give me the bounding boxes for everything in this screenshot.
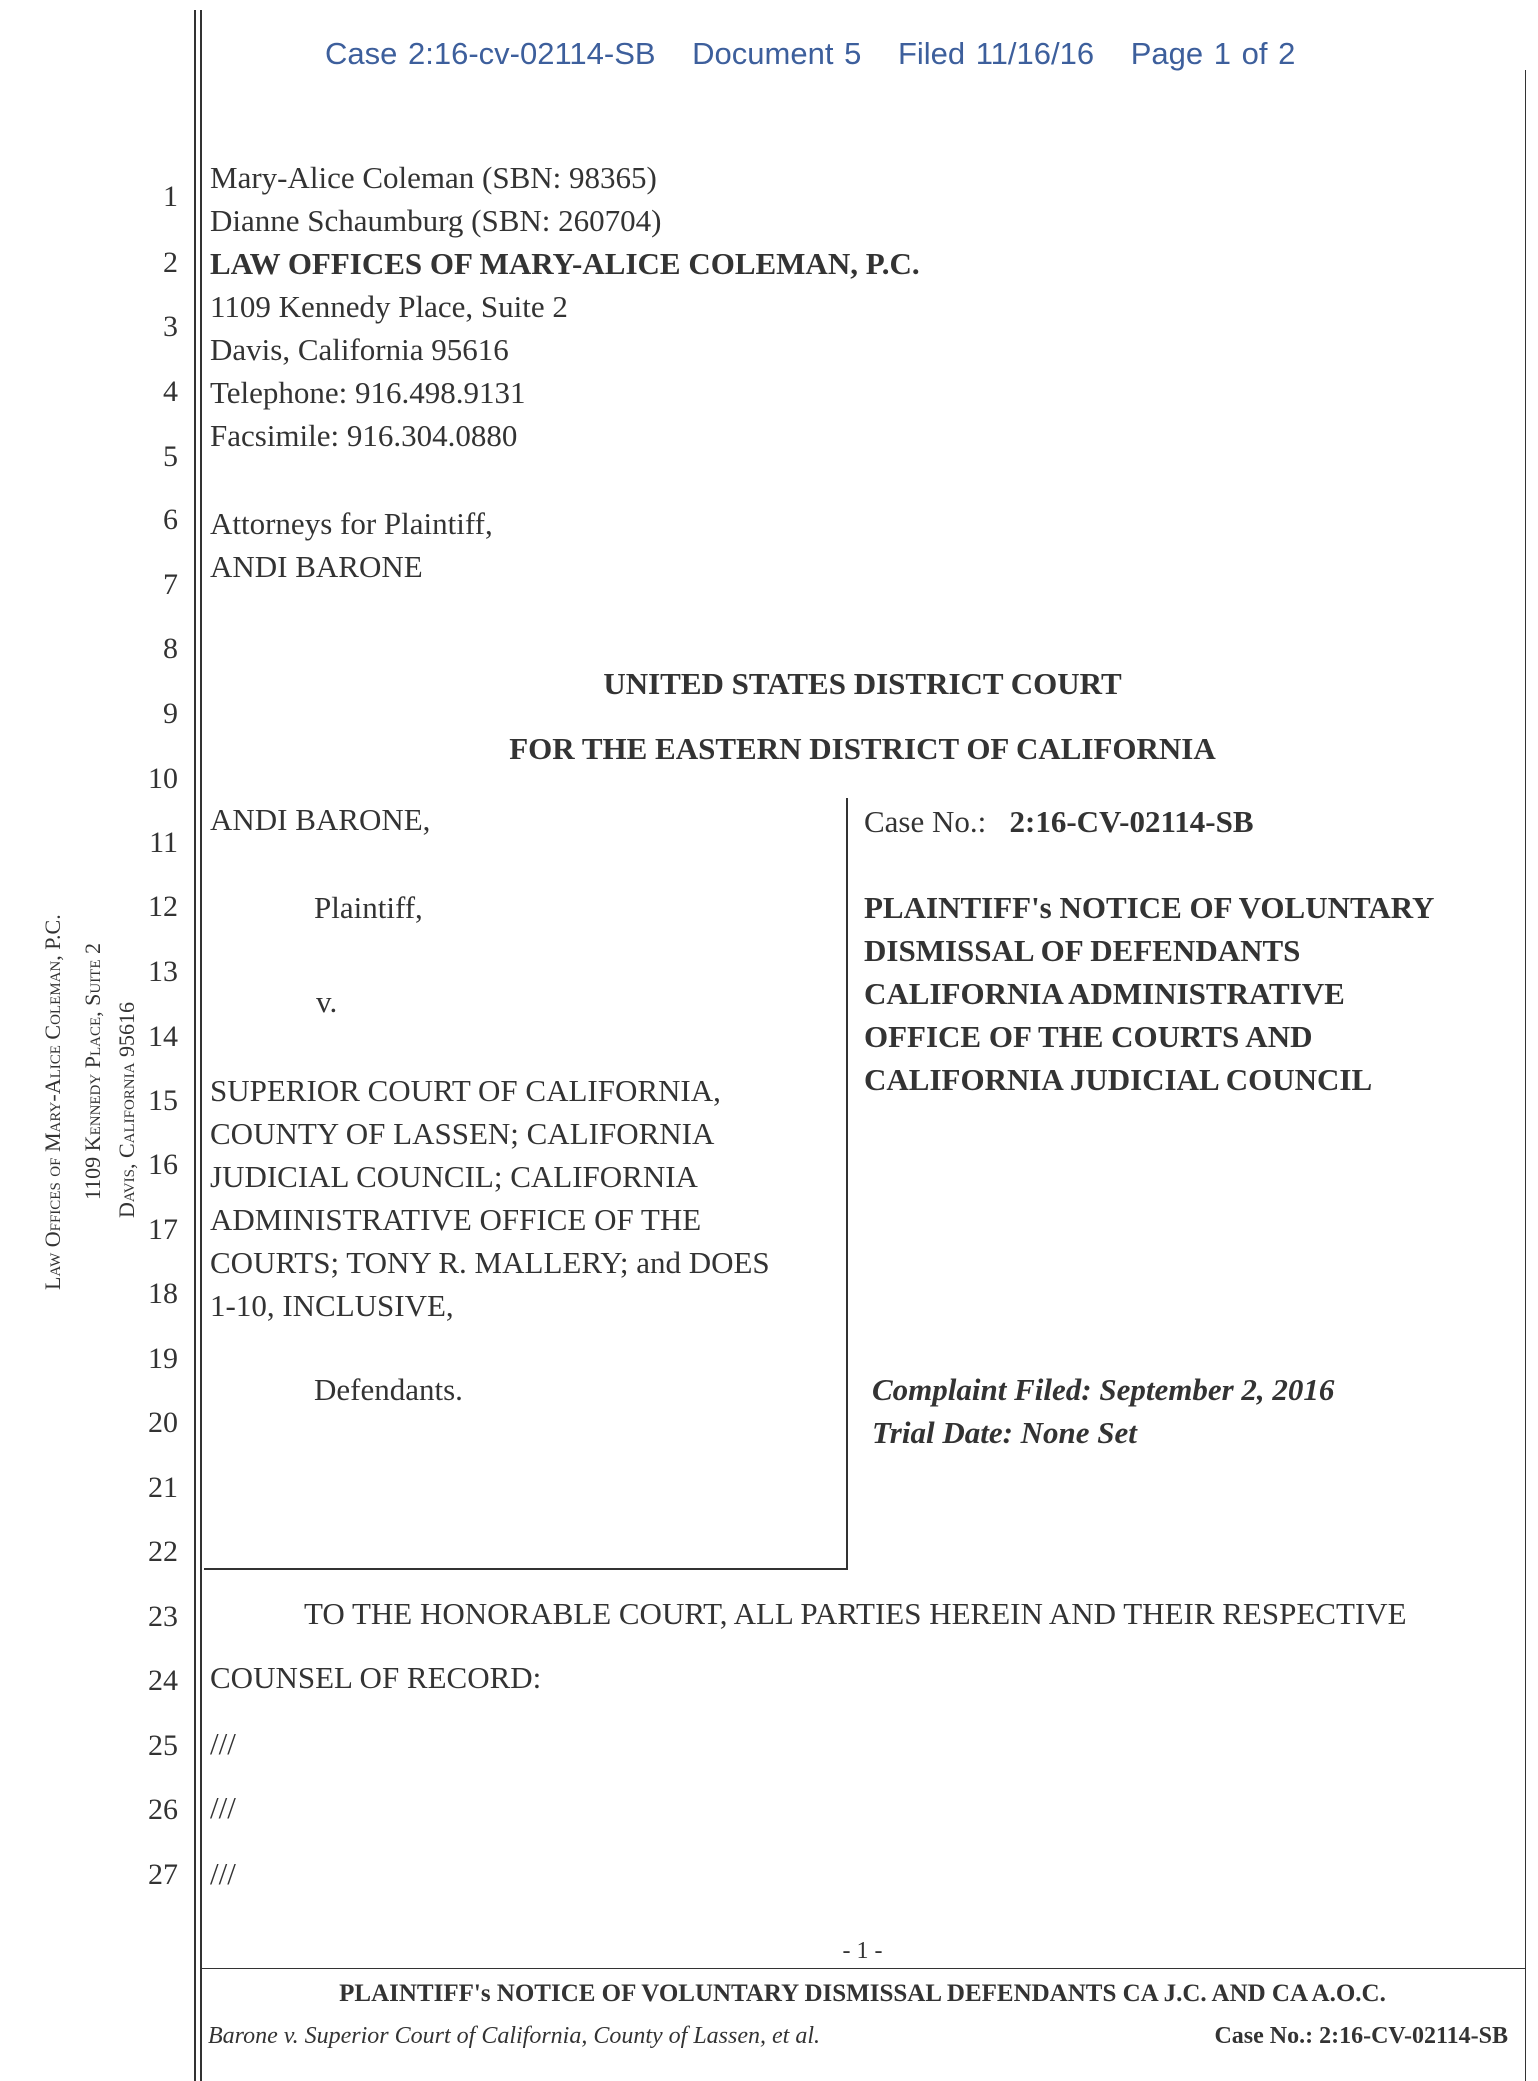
- sidebar-line-3: Davis, California 95616: [114, 1002, 139, 1218]
- document-title-line: PLAINTIFF's NOTICE OF VOLUNTARY: [864, 890, 1435, 925]
- line-number: 9: [163, 697, 178, 730]
- caption-divider: [846, 798, 848, 1570]
- body-slashes: ///: [210, 1856, 236, 1891]
- body-counsel-of-record: COUNSEL OF RECORD:: [210, 1660, 542, 1695]
- attorney-name-1: Mary-Alice Coleman (SBN: 98365): [210, 160, 657, 195]
- line-number: 21: [148, 1471, 178, 1504]
- caption-bottom-line: [204, 1568, 848, 1570]
- firm-telephone: Telephone: 916.498.9131: [210, 375, 526, 410]
- client-name: ANDI BARONE: [210, 549, 423, 584]
- margin-line-left-1: [194, 10, 196, 2081]
- line-number: 20: [148, 1406, 178, 1439]
- line-number: 19: [148, 1342, 178, 1375]
- line-number: 6: [163, 503, 178, 536]
- line-number: 12: [148, 890, 178, 923]
- line-number: 24: [148, 1664, 178, 1697]
- case-no-label: Case No.:: [864, 804, 987, 839]
- footer-case-no: Case No.: 2:16-CV-02114-SB: [1214, 2023, 1508, 2049]
- header-page: Page 1 of 2: [1130, 36, 1296, 71]
- sidebar-line-2: 1109 Kennedy Place, Suite 2: [80, 942, 105, 1200]
- line-number: 8: [163, 632, 178, 665]
- document-title-line: CALIFORNIA JUDICIAL COUNCIL: [864, 1062, 1373, 1097]
- margin-line-left-2: [200, 10, 202, 2081]
- line-number: 1: [163, 180, 178, 213]
- margin-line-right: [1525, 70, 1526, 2081]
- footer-rule: [200, 1968, 1525, 1969]
- header-case: Case 2:16-cv-02114-SB: [325, 36, 656, 71]
- firm-facsimile: Facsimile: 916.304.0880: [210, 418, 518, 453]
- defendants-line: SUPERIOR COURT OF CALIFORNIA,: [210, 1073, 721, 1108]
- footer-short-caption: Barone v. Superior Court of California, County of Lassen, et al.: [208, 2023, 820, 2049]
- line-number: 14: [148, 1020, 178, 1053]
- attorneys-for: Attorneys for Plaintiff,: [210, 506, 493, 541]
- line-number: 7: [163, 568, 178, 601]
- line-number: 5: [163, 440, 178, 473]
- line-number: 10: [148, 762, 178, 795]
- header-filed: Filed 11/16/16: [897, 36, 1095, 71]
- plaintiff-name: ANDI BARONE,: [210, 802, 431, 837]
- line-number: 4: [163, 375, 178, 408]
- page-number: - 1 -: [842, 1938, 883, 1964]
- firm-address-1: 1109 Kennedy Place, Suite 2: [210, 289, 568, 324]
- attorney-name-2: Dianne Schaumburg (SBN: 260704): [210, 203, 662, 238]
- defendants-label: Defendants.: [314, 1372, 463, 1407]
- line-number: 23: [148, 1600, 178, 1633]
- body-salutation: TO THE HONORABLE COURT, ALL PARTIES HEREIN AND THEIR RESPECTIVE: [304, 1596, 1407, 1631]
- line-number: 26: [148, 1793, 178, 1826]
- ecf-header: [325, 36, 1321, 72]
- line-number: 15: [148, 1084, 178, 1117]
- court-district: FOR THE EASTERN DISTRICT OF CALIFORNIA: [509, 731, 1216, 766]
- versus: v.: [316, 984, 338, 1019]
- firm-name: LAW OFFICES OF MARY-ALICE COLEMAN, P.C.: [210, 246, 920, 281]
- line-number: 17: [148, 1213, 178, 1246]
- document-title-line: DISMISSAL OF DEFENDANTS: [864, 933, 1301, 968]
- document-title-line: CALIFORNIA ADMINISTRATIVE: [864, 976, 1345, 1011]
- sidebar-line-1: Law Offices of Mary-Alice Coleman, P.C.: [40, 914, 65, 1290]
- line-number: 16: [148, 1148, 178, 1181]
- case-no-value: 2:16-CV-02114-SB: [1009, 804, 1254, 839]
- court-name: UNITED STATES DISTRICT COURT: [603, 666, 1122, 701]
- trial-date: Trial Date: None Set: [872, 1415, 1137, 1450]
- line-number: 22: [148, 1535, 178, 1568]
- line-number: 11: [149, 826, 178, 859]
- body-slashes: ///: [210, 1790, 236, 1825]
- defendants-line: 1-10, INCLUSIVE,: [210, 1288, 454, 1323]
- firm-address-2: Davis, California 95616: [210, 332, 509, 367]
- complaint-filed: Complaint Filed: September 2, 2016: [872, 1372, 1335, 1407]
- header-document: Document 5: [692, 36, 862, 71]
- defendants-line: JUDICIAL COUNCIL; CALIFORNIA: [210, 1159, 698, 1194]
- line-number: 2: [163, 246, 178, 279]
- body-slashes: ///: [210, 1726, 236, 1761]
- defendants-line: ADMINISTRATIVE OFFICE OF THE: [210, 1202, 702, 1237]
- plaintiff-label: Plaintiff,: [314, 890, 423, 925]
- defendants-line: COUNTY OF LASSEN; CALIFORNIA: [210, 1116, 715, 1151]
- line-number: 27: [148, 1858, 178, 1891]
- case-number: [864, 804, 1254, 840]
- line-number: 18: [148, 1277, 178, 1310]
- defendants-line: COURTS; TONY R. MALLERY; and DOES: [210, 1245, 770, 1280]
- line-number: 3: [163, 310, 178, 343]
- footer-title: PLAINTIFF's NOTICE OF VOLUNTARY DISMISSAL DEFENDANTS CA J.C. AND CA A.O.C.: [339, 1980, 1386, 2007]
- line-number: 25: [148, 1729, 178, 1762]
- document-title-line: OFFICE OF THE COURTS AND: [864, 1019, 1313, 1054]
- line-number: 13: [148, 955, 178, 988]
